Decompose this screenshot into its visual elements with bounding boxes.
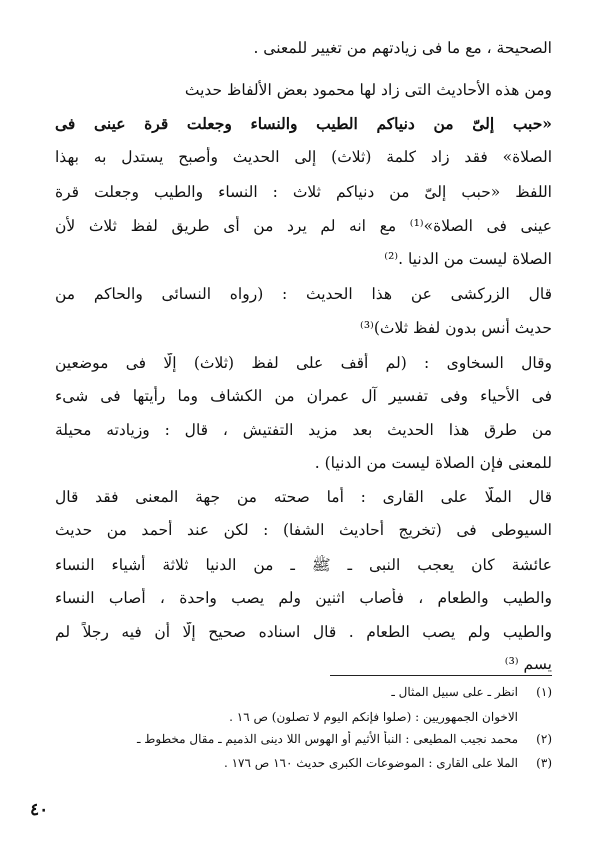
footnote-text: الاخوان الجمهوريين : (صلوا فإنكم اليوم لا تصلون) ص ١٦ . — [229, 710, 518, 724]
body-line: قال الملّا على القارى : أما صحته من جهة المعنى فقد قال — [55, 488, 552, 506]
footnote — [115, 684, 552, 700]
footnote-text: محمد نجيب المطيعى : النبأ الأثيم أو الهوس اللا دينى الذميم ـ مقال مخطوط ـ — [136, 732, 518, 746]
footnote — [115, 731, 552, 747]
body-line: ومن هذه الأحاديث التى زاد لها محمود بعض الألفاظ حديث — [184, 81, 552, 99]
body-line: فى الأحياء وفى تفسير آل عمران من الكشاف وما رأيتها فى شىء — [55, 387, 552, 405]
body-line: قال الزركشى عن هذا الحديث : (رواه النسائى والحاكم من — [55, 285, 552, 303]
footnote-number: (٣) — [536, 756, 552, 770]
body-line: عينى فى الصلاة»⁽¹⁾ مع انه لم يرد من أى طريق لفظ ثلاث لأن — [55, 217, 552, 235]
footnote — [115, 709, 552, 725]
body-line: الصحيحة ، مع ما فى زيادتهم من تغيير للمعنى . — [253, 39, 552, 57]
body-line: الصلاة ليست من الدنيا .⁽²⁾ — [384, 250, 552, 268]
body-line: حديث أنس بدون لفظ ثلاث)⁽³⁾ — [360, 319, 552, 337]
footnote — [115, 755, 552, 771]
body-line: عائشة كان يعجب النبى ـ ﷺ ـ من الدنيا ثلاثة أشياء النساء — [55, 556, 552, 574]
body-line: وقال السخاوى : (لم أقف على لفظ (ثلاث) إلّا فى موضعين — [55, 354, 552, 372]
footnote-number: (١) — [536, 685, 552, 699]
footnote-text: الملا على القارى : الموضوعات الكبرى حديث ١٦٠ ص ١٧٦ . — [223, 756, 518, 770]
body-line: يسم ⁽³⁾ — [504, 655, 552, 673]
footnote-text: انظر ـ على سبيل المثال ـ — [391, 685, 518, 699]
footnote-divider — [330, 675, 552, 676]
body-line: اللفظ «حبب إلىّ من دنياكم ثلاث : النساء والطيب وجعلت قرة — [55, 183, 552, 201]
body-line: الصلاة» فقد زاد كلمة (ثلاث) إلى الحديث وأصبح يستدل به بهذا — [55, 148, 552, 166]
body-line: السيوطى فى (تخريج أحاديث الشفا) : لكن عند أحمد من حديث — [55, 521, 552, 539]
body-line: من طرق هذا الحديث بعد مزيد التفتيش ، قال : وزيادته محيلة — [55, 421, 552, 439]
page-number: ٤٠ — [30, 800, 49, 820]
footnote-number: (٢) — [536, 732, 552, 746]
body-line: «حبب إلىّ من دنياكم الطيب والنساء وجعلت قرة عينى فى — [55, 114, 552, 133]
body-line: للمعنى فإن الصلاة ليست من الدنيا) . — [314, 454, 552, 472]
body-line: والطيب والطعام ، فأصاب اثنين ولم يصب واحدة ، أصاب النساء — [55, 589, 552, 607]
body-line: والطيب ولم يصب الطعام . قال اسناده صحيح إلّا أن فيه رجلاً لم — [55, 623, 552, 641]
